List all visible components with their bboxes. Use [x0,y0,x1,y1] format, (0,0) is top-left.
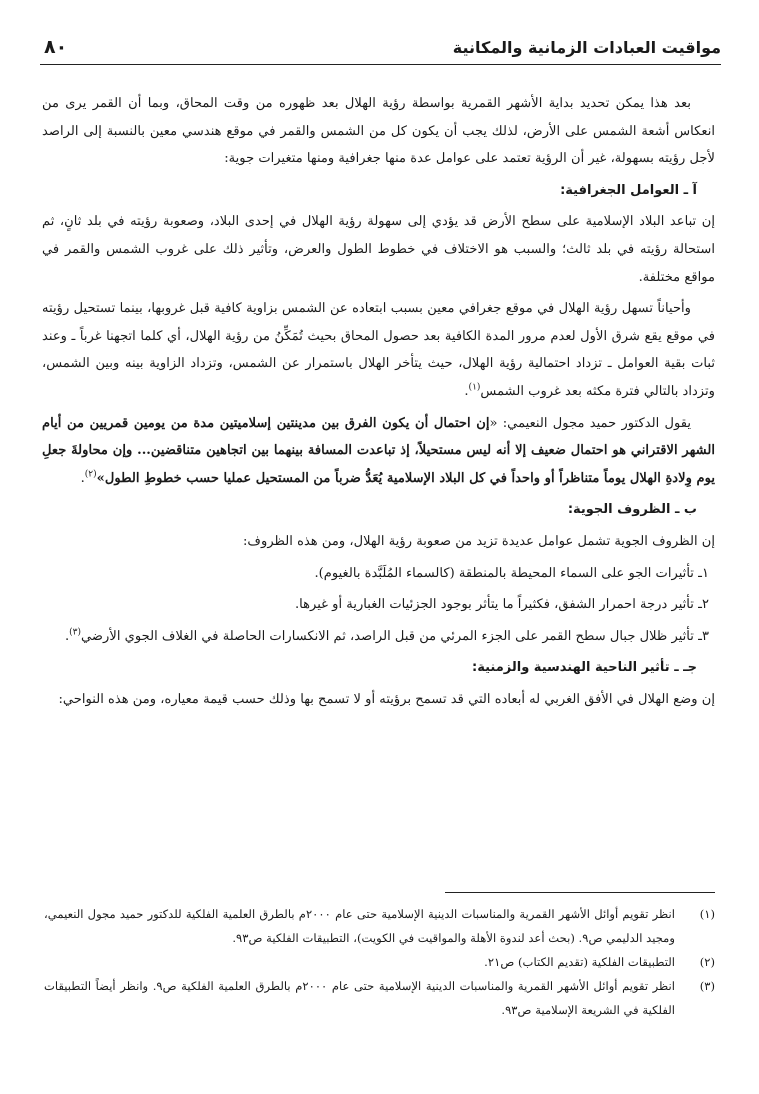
section-a-quote-paragraph: يقول الدكتور حميد مجول النعيمي: «إن احتمال أن يكون الفرق بين مدينتين إسلاميتين مدة من يومين قمريين من أيام الشهر الاقتراني هو احتمال ضعيف إلا أنه ليس مستحيلاً، إذ تباعدت المسافة بينهما بين اتجاهين متناقضين... وإن محاولةَ جعلِ يوم وِلادةِ الهلال يوماً متناظراً أو واحداً في كل البلاد الإسلامية يُعَدُّ ضرباً من المستحيل عمليا حسب خطوطِ الطول»$^{(٢)}$. [42,415,715,486]
footnote-ref-1[interactable]: (١) [468,382,481,393]
footnote-item [44,974,715,1022]
quote-lead: يقول الدكتور حميد مجول النعيمي: « [489,415,691,431]
footnote-separator [445,892,715,893]
section-c-heading: جـ ـ تأثير الناحية الهندسية والزمنية: [472,660,697,676]
main-text [42,90,715,717]
footnote-ref-3[interactable]: (٣) [69,627,82,638]
running-title: مواقيت العبادات الزمانية والمكانية [452,38,721,57]
section-a-heading: آ ـ العوامل الجغرافية: [560,182,697,198]
section-a-paragraph-2: وأحياناً تسهل رؤية الهلال في موقع جغرافي معين بسبب ابتعاده عن الشمس بزاوية كافية قبل غروبها، بينما تستحيل رؤيته في موقع يقع شرق الأول لعدم مرور المدة الكافية بعد حصول المحاق بحيث تُمَكِّنُ من رؤية الهلال، أي كلما اتجهنا غرباً ـ وعند ثبات بقية العوامل ـ تزداد احتمالية رؤية الهلال، حيث يتأخر الهلال باستمرار عن الشمس، وتزداد الزاوية بينه وبين الشمس، وتزداد بالتالي فترة مكثه بعد غروب الشمس$^{(١)}$. [42,301,715,399]
running-header [40,34,721,65]
section-b-intro: إن الظروف الجوية تشمل عوامل عديدة تزيد من صعوبة رؤية الهلال، ومن هذه الظروف: [243,533,715,549]
list-item-text: ٣ـ تأثير ظلال جبال سطح القمر على الجزء المرئي من قبل الراصد، ثم الانكسارات الحاصلة في الغلاف الجوي الأرضي [81,628,709,644]
footnote-text: التطبيقات الفلكية (تقديم الكتاب) ص٢١. [484,955,675,969]
section-a-paragraph-2-text: وأحياناً تسهل رؤية الهلال في موقع جغرافي معين بسبب ابتعاده عن الشمس بزاوية كافية قبل غروبها، بينما تستحيل رؤيته في موقع يقع شرق الأول لعدم مرور المدة الكافية بعد حصول المحاق بحيث تُمَكِّنُ من رؤية الهلال، أي كلما اتجهنا غرباً ـ وعند ثبات بقية العوامل ـ تزداد احتمالية رؤية الهلال، حيث يتأخر الهلال باستمرار عن الشمس، وتزداد الزاوية بينه وبين الشمس، وتزداد بالتالي فترة مكثه بعد غروب الشمس [42,301,715,399]
intro-paragraph: بعد هذا يمكن تحديد بداية الأشهر القمرية بواسطة رؤية الهلال بعد ظهوره من وقت المحاق، وبما أن القمر يرى من انعكاس أشعة الشمس على الأرض، لذلك يجب أن يكون كل من الشمس والقمر في موقع هندسي معين بالنسبة إلى الراصد لأجل رؤيته بسهولة، غير أن الرؤية تعتمد على عوامل عدة منها جغرافية ومنها متغيرات جوية: [42,96,715,167]
footnote-text: انظر تقويم أوائل الأشهر القمرية والمناسبات الدينية الإسلامية حتى عام ٢٠٠٠م بالطرق العلمية الفلكية للدكتور حميد مجول النعيمي، ومجيد الدليمي ص٩. (بحث أعد لندوة الأهلة والمواقيت في الكويت)، التطبيقات الفلكية ص٩٣. [44,907,676,945]
footnote-number: (٣) [699,979,715,993]
footnote-item [44,950,715,974]
section-a-paragraph-1: إن تباعد البلاد الإسلامية على سطح الأرض قد يؤدي إلى سهولة رؤية الهلال في إحدى البلاد، وصعوبة رؤيته في بلد ثانٍ، ثم استحالة رؤيته في بلد ثالث؛ والسبب هو الاختلاف في خطوط الطول والعرض، وتأثير ذلك على غروب الشمس والقمر في مواقع مختلفة. [42,214,715,285]
footnote-ref-2[interactable]: (٢) [84,469,97,480]
footnotes [44,902,715,1022]
footnote-number: (١) [699,907,715,921]
page-number: ٨٠ [44,36,68,58]
footnote-text: انظر تقويم أوائل الأشهر القمرية والمناسبات الدينية الإسلامية حتى عام ٢٠٠٠م بالطرق العلمية الفلكية ص٩. وانظر أيضاً التطبيقات الفلكية في الشريعة الإسلامية ص٩٣. [44,979,675,1017]
list-item: ١ـ تأثيرات الجو على السماء المحيطة بالمنطقة (كالسماء المُلَبَّدة بالغيوم). [314,565,709,581]
section-c-paragraph-1: إن وضع الهلال في الأفق الغربي له أبعاده التي قد تسمح برؤيته أو لا تسمح بها وذلك حسب قيمة معياره، ومن هذه النواحي: [58,691,715,707]
quote-text: إن احتمال أن يكون الفرق بين مدينتين إسلاميتين مدة من يومين قمريين من أيام الشهر الاقتراني هو احتمال ضعيف إلا أنه ليس مستحيلاً، إذ تباعدت المسافة بينهما بين اتجاهين متناقضين... وإن محاولةَ جعلِ يوم وِلادةِ الهلال يوماً متناظراً أو واحداً في كل البلاد الإسلامية يُعَدُّ ضرباً من المستحيل عمليا حسب خطوطِ الطول [42,415,715,486]
list-item: ٣ـ تأثير ظلال جبال سطح القمر على الجزء المرئي من قبل الراصد، ثم الانكسارات الحاصلة في الغلاف الجوي الأرضي$^{(٣)}$. [64,627,709,644]
section-b-heading: ب ـ الظروف الجوية: [567,502,697,518]
list-item: ٢ـ تأثير درجة احمرار الشفق، فكثيراً ما يتأثر بوجود الجزئيات الغبارية أو غيرها. [294,597,709,613]
footnote-number: (٢) [699,955,715,969]
footnote-item [44,902,715,950]
quote-close: » [96,470,105,486]
